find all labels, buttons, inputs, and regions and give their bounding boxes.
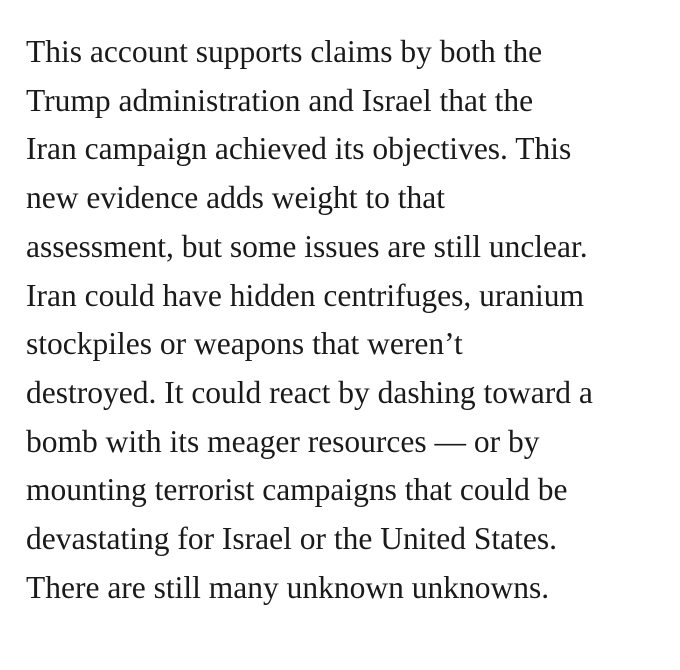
paragraph-line: destroyed. It could react by dashing toward a (26, 374, 593, 410)
paragraph-line: Iran campaign achieved its objectives. This (26, 131, 572, 167)
paragraph-line: Trump administration and Israel that the (26, 82, 534, 118)
paragraph-line: There are still many unknown unknowns. (26, 569, 550, 605)
paragraph-line: This account supports claims by both the (26, 34, 543, 69)
paragraph-line: mounting terrorist campaigns that could be (26, 472, 568, 508)
paragraph-line: assessment, but some issues are still unclear. (26, 228, 588, 264)
paragraph-line: bomb with its meager resources — or by (26, 423, 540, 459)
paragraph-line: Iran could have hidden centrifuges, uranium (26, 277, 585, 313)
paragraph-line: new evidence adds weight to that (26, 180, 445, 216)
paragraph-line: stockpiles or weapons that weren’t (26, 326, 463, 362)
paragraph-line: devastating for Israel or the United States. (26, 521, 557, 557)
article-paragraph (26, 28, 666, 612)
